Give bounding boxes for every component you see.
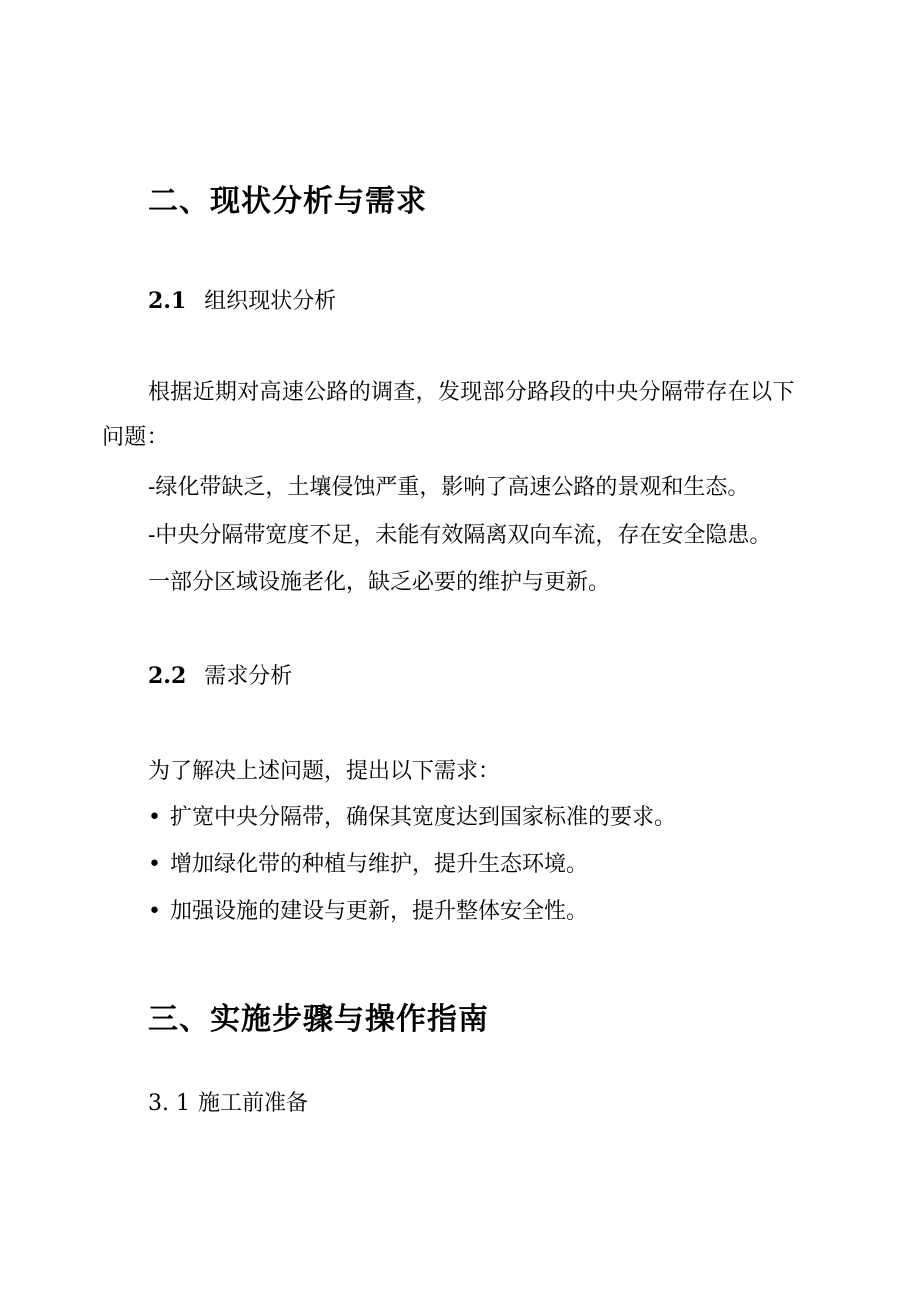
requirement-item-text: 加强设施的建设与更新，提升整体安全性。 — [170, 899, 589, 924]
section-2-2-number: 2.2 — [148, 663, 187, 689]
section-2-1-title: 组织现状分析 — [204, 289, 337, 314]
section-2-2-title: 需求分析 — [204, 664, 293, 689]
issue-item-1: -绿化带缺乏，土壤侵蚀严重，影响了高速公路的景观和生态。 — [148, 475, 750, 500]
issue-item-2: -中央分隔带宽度不足，未能有效隔离双向车流，存在安全隐患。 — [148, 523, 772, 548]
bullet-icon: • — [148, 852, 161, 877]
section-2-2-heading — [148, 661, 292, 692]
requirement-item-3 — [148, 897, 588, 927]
section-2-1-number: 2.1 — [148, 288, 187, 314]
requirement-item-2 — [148, 850, 588, 880]
section-3-1-number: 3. 1 — [148, 1091, 190, 1116]
issue-item-3: 一部分区域设施老化，缺乏必要的维护与更新。 — [148, 570, 611, 595]
requirement-item-1 — [148, 803, 676, 833]
bullet-icon: • — [148, 805, 161, 830]
section-3-1-heading — [148, 1089, 308, 1119]
requirement-item-text: 增加绿化带的种植与维护，提升生态环境。 — [170, 852, 589, 877]
section-2-heading: 二、现状分析与需求 — [148, 184, 427, 219]
section-2-2-intro: 为了解决上述问题，提出以下需求： — [148, 759, 501, 784]
section-2-1-heading — [148, 286, 336, 317]
requirement-item-text: 扩宽中央分隔带，确保其宽度达到国家标准的要求。 — [170, 805, 677, 830]
section-2-1-intro: 根据近期对高速公路的调查，发现部分路段的中央分隔带存在以下问题： — [102, 380, 795, 450]
bullet-icon: • — [148, 899, 161, 924]
section-3-heading: 三、实施步骤与操作指南 — [148, 1002, 489, 1037]
section-3-1-title: 施工前准备 — [197, 1091, 308, 1116]
